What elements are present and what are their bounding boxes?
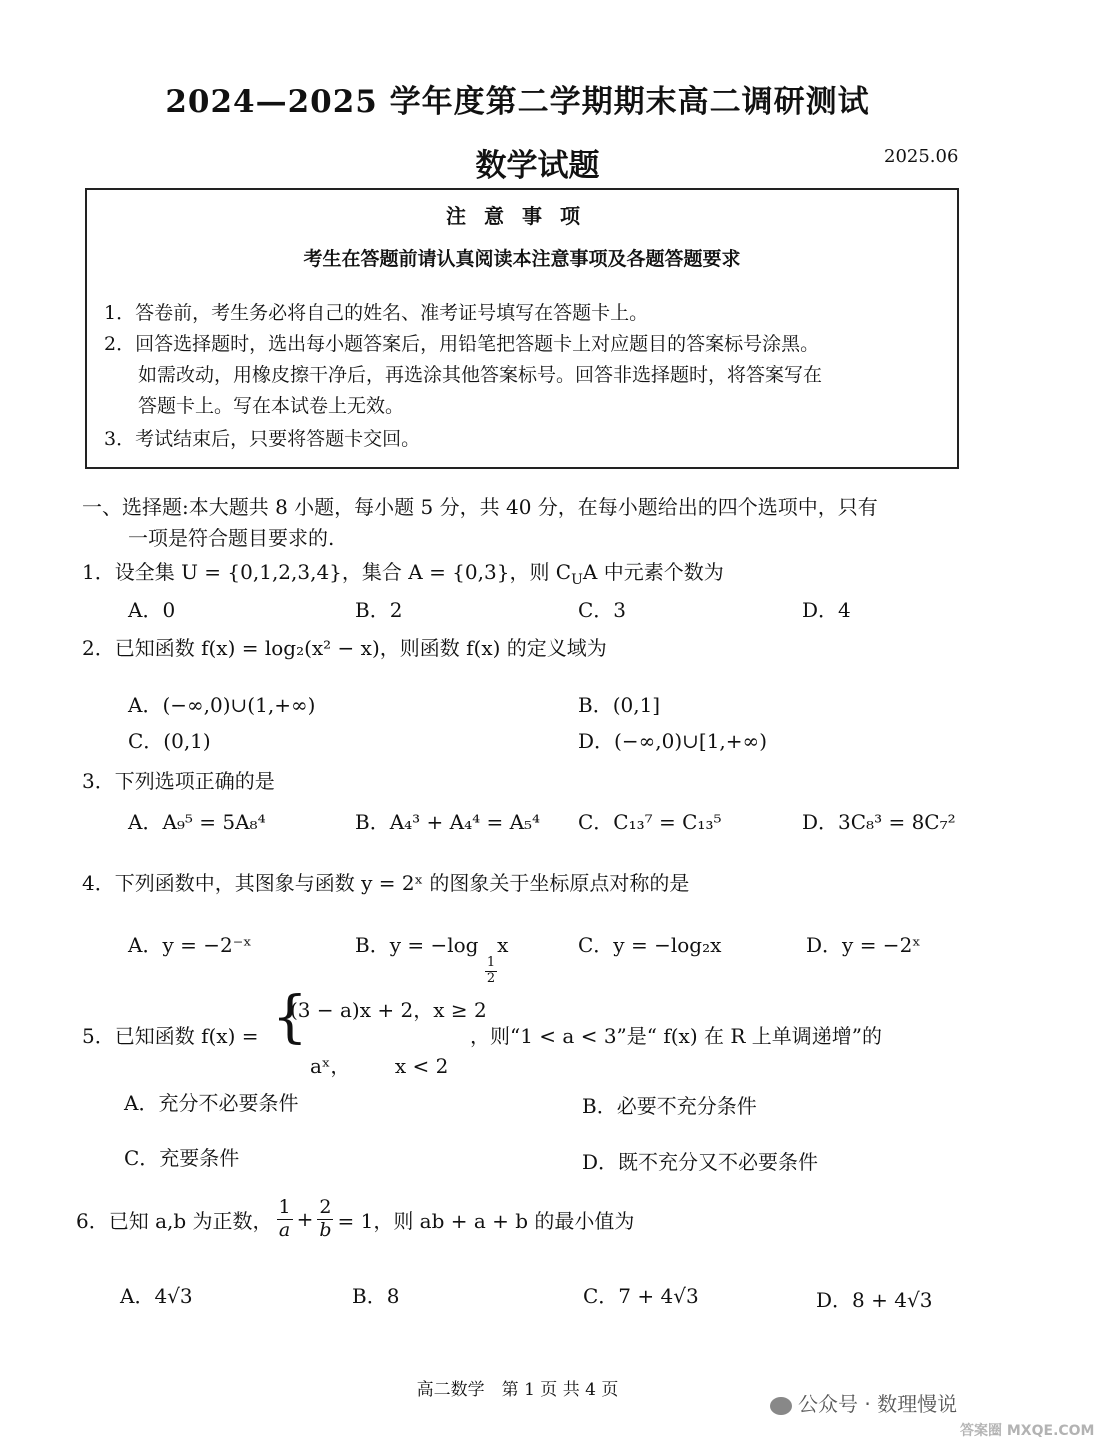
q3-option-d: D．3C₈³ = 8C₇²: [802, 810, 956, 834]
question-5-stem-start: 5．已知函数 f(x) =: [82, 1024, 259, 1048]
question-3-stem: 3．下列选项正确的是: [82, 769, 275, 793]
q4-option-b-text: B．y = −log: [355, 933, 479, 957]
question-5-stem-end: ，则“1 < a < 3”是“ f(x) 在 R 上单调递增”的: [470, 1024, 882, 1048]
q6-fraction-1-denominator: a: [278, 1218, 291, 1241]
q2-option-a: A．(−∞,0)∪(1,+∞): [128, 693, 316, 717]
q6-fraction-2-numerator: 2: [319, 1196, 332, 1218]
q5-option-c: C．充要条件: [124, 1146, 240, 1170]
q4-option-b-end: x: [497, 933, 509, 957]
subject-title: 数学试题: [475, 148, 600, 184]
notice-subheading: 考生在答题前请认真阅读本注意事项及各题答题要求: [303, 248, 741, 270]
notice-line-4: 答题卡上。写在本试卷上无效。: [138, 395, 405, 417]
q4-option-d: D．y = −2ˣ: [806, 933, 921, 957]
question-1-stem-end: A 中元素个数为: [582, 560, 724, 584]
question-2-stem: 2．已知函数 f(x) = log₂(x² − x)，则函数 f(x) 的定义域为: [82, 636, 607, 660]
q3-option-c: C．C₁₃⁷ = C₁₃⁵: [578, 810, 722, 834]
q6-option-a: A．4√3: [120, 1284, 193, 1308]
section-heading-line-1: 一、选择题:本大题共 8 小题，每小题 5 分，共 40 分，在每小题给出的四个选项中，只有: [82, 495, 878, 519]
exam-date: 2025.06: [884, 146, 959, 167]
page-footer: 高二数学 第 1 页 共 4 页: [416, 1380, 619, 1400]
q1-option-b: B．2: [355, 598, 403, 622]
q6-fraction-1: [277, 1197, 293, 1242]
q2-option-d: D．(−∞,0)∪[1,+∞): [578, 729, 768, 753]
q4-option-b: [355, 929, 508, 987]
notice-line-3: 如需改动，用橡皮擦干净后，再选涂其他答案标号。回答非选择题时，将答案写在: [138, 364, 823, 386]
q3-option-b: B．A₄³ + A₄⁴ = A₅⁴: [355, 810, 541, 834]
q3-option-a: A．A₉⁵ = 5A₈⁴: [128, 810, 266, 834]
notice-line-5: 3．考试结束后，只要将答题卡交回。: [104, 428, 421, 450]
q6-fraction-2: [317, 1197, 333, 1242]
q5-brace: {: [272, 985, 308, 1050]
watermark-logo: 答案圈 MXQE.COM: [960, 1423, 1095, 1439]
wechat-icon: [770, 1397, 792, 1415]
q5-case-1: (3 − a)x + 2，x ≥ 2: [290, 998, 487, 1022]
page-title: 2024—2025 学年度第二学期期末高二调研测试: [165, 84, 870, 120]
q1-option-a: A．0: [128, 598, 176, 622]
q2-option-b: B．(0,1]: [578, 693, 661, 717]
q5-option-b: B．必要不充分条件: [582, 1094, 757, 1118]
watermark-text: 公众号 · 数理慢说: [798, 1392, 958, 1416]
q1-option-d: D．4: [802, 598, 851, 622]
q4-option-b-base-numerator: 1: [486, 955, 496, 970]
q6-plus: +: [296, 1207, 314, 1232]
q6-option-b: B．8: [352, 1284, 400, 1308]
q4-option-b-base-denominator: 2: [486, 970, 496, 986]
question-1-stem-text: 1．设全集 U = {0,1,2,3,4}，集合 A = {0,3}，则 C: [82, 560, 572, 584]
question-6-stem-end: = 1，则 ab + a + b 的最小值为: [337, 1208, 635, 1233]
question-4-stem: 4．下列函数中，其图象与函数 y = 2ˣ 的图象关于坐标原点对称的是: [82, 871, 690, 895]
q5-option-a: A．充分不必要条件: [124, 1091, 299, 1115]
section-heading-line-2: 一项是符合题目要求的.: [128, 526, 335, 550]
q6-option-d: D．8 + 4√3: [816, 1288, 933, 1312]
notice-line-1: 1．答卷前，考生务必将自己的姓名、准考证号填写在答题卡上。: [104, 302, 649, 324]
q5-case-2: aˣ， x < 2: [310, 1054, 449, 1078]
q5-option-d: D．既不充分又不必要条件: [582, 1150, 819, 1174]
notice-heading: 注意事项: [446, 204, 598, 228]
q2-option-c: C．(0,1): [128, 729, 211, 753]
question-1-subscript: U: [571, 572, 583, 588]
q6-fraction-1-numerator: 1: [278, 1196, 291, 1218]
watermark: [770, 1388, 957, 1417]
q4-option-c: C．y = −log₂x: [578, 933, 722, 957]
q1-option-c: C．3: [578, 598, 627, 622]
q4-option-a: A．y = −2⁻ˣ: [128, 933, 252, 957]
notice-line-2: 2．回答选择题时，选出每小题答案后，用铅笔把答题卡上对应题目的答案标号涂黑。: [104, 333, 820, 355]
q6-option-c: C．7 + 4√3: [583, 1284, 699, 1308]
question-1-stem: [82, 556, 724, 588]
q4-option-b-base-fraction: [485, 956, 497, 987]
question-6-stem-start: 6．已知 a,b 为正数，: [76, 1208, 273, 1233]
question-6-stem: [76, 1197, 634, 1242]
q6-fraction-2-denominator: b: [319, 1218, 332, 1241]
